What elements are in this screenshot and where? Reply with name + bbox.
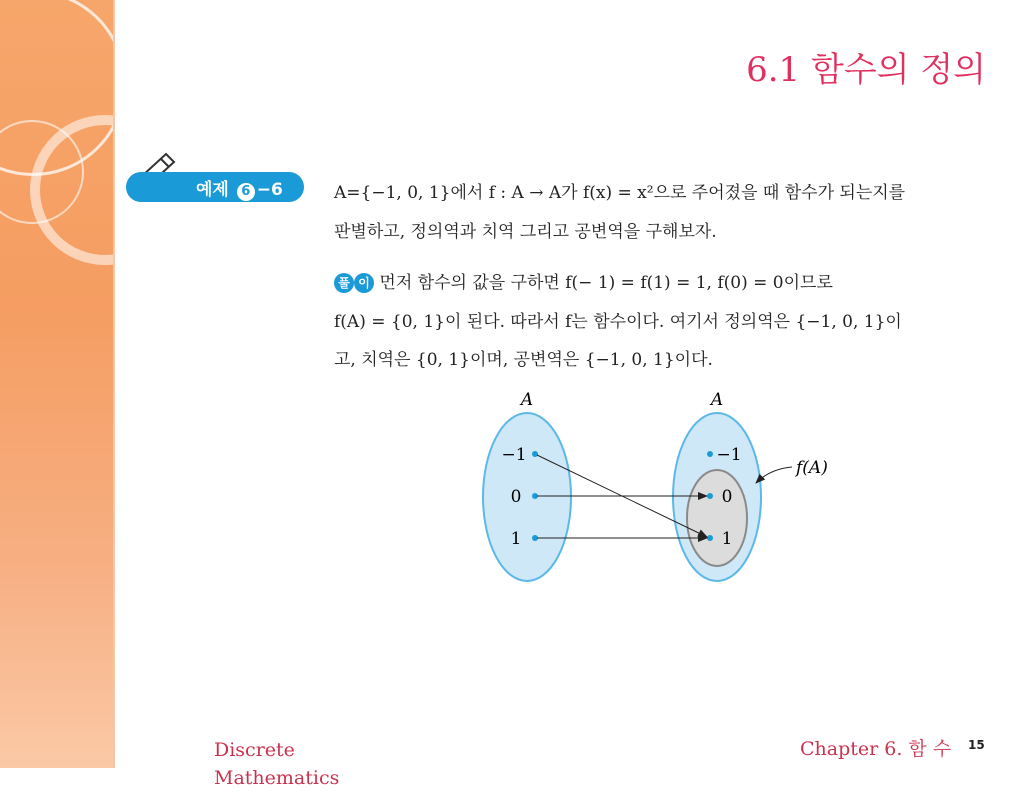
domain-set xyxy=(483,413,571,581)
codomain-set-label: A xyxy=(710,390,724,410)
sidebar-divider xyxy=(113,0,115,768)
problem-line-1: A={−1, 0, 1}에서 f : A → A가 f(x) = x²으로 주어졌을 때 함수가 되는지를 xyxy=(334,183,906,203)
domain-element: 0 xyxy=(510,487,522,507)
solution-line-2: f(A) = {0, 1}이 된다. 따라서 f는 함수이다. 여기서 정의역은 {−1, 0, 1}이 xyxy=(334,312,902,332)
example-badge-prefix: 예제 xyxy=(196,180,229,200)
solution-line-1 xyxy=(334,268,833,293)
solution-line-3: 고, 치역은 {0, 1}이며, 공변역은 {−1, 0, 1}이다. xyxy=(334,350,713,370)
function-mapping-diagram xyxy=(470,385,850,590)
solution-badge-1: 풀 xyxy=(334,273,354,293)
domain-element: 1 xyxy=(510,529,522,549)
footer-course-title: Discrete Mathematics xyxy=(214,739,340,789)
slide-title: 6.1 함수의 정의 xyxy=(746,50,986,90)
codomain-dot xyxy=(707,493,713,499)
codomain-element: −1 xyxy=(716,445,742,465)
domain-set-label: A xyxy=(520,390,534,410)
problem-line-2: 판별하고, 정의역과 치역 그리고 공변역을 구해보자. xyxy=(334,222,717,242)
example-badge-number: 6 xyxy=(237,183,255,201)
image-set xyxy=(687,470,747,566)
solution-badge-2: 이 xyxy=(354,273,374,293)
codomain-dot xyxy=(707,535,713,541)
codomain-element: 1 xyxy=(721,529,733,549)
codomain-element: 0 xyxy=(721,487,733,507)
example-badge xyxy=(126,172,304,202)
example-badge-suffix: −6 xyxy=(256,180,283,200)
image-set-label: f(A) xyxy=(796,458,828,478)
domain-element: −1 xyxy=(501,445,527,465)
codomain-dot xyxy=(707,451,713,457)
domain-dot xyxy=(532,451,538,457)
sidebar-decoration xyxy=(0,0,113,768)
image-pointer-arrow xyxy=(756,467,792,483)
example-badge-text xyxy=(196,175,283,201)
footer-chapter: Chapter 6. 함 수 xyxy=(800,738,952,760)
page-number: 15 xyxy=(968,738,985,752)
solution-text-1: 먼저 함수의 값을 구하면 f(− 1) = f(1) = 1, f(0) = 0이므로 xyxy=(379,273,833,293)
